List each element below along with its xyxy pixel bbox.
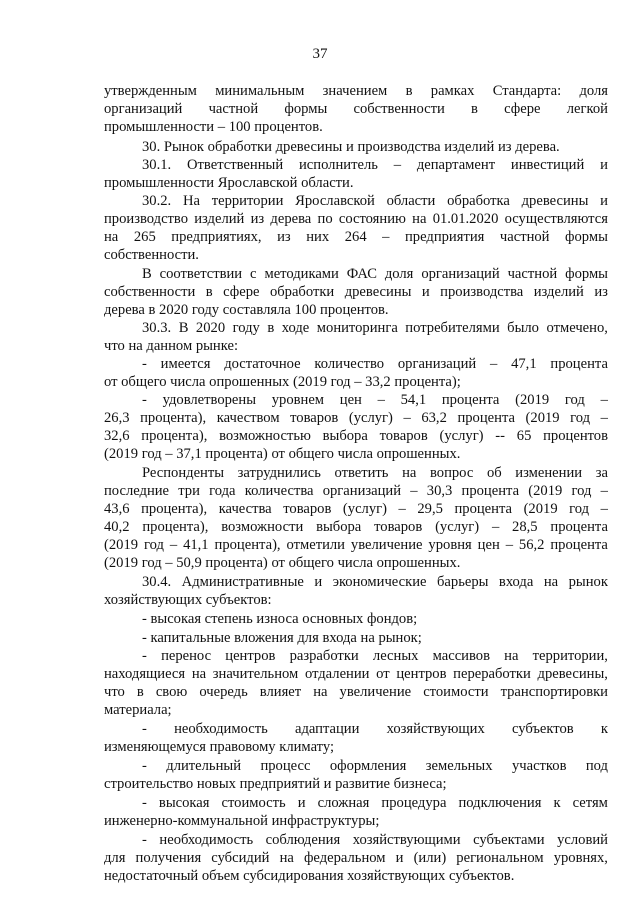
- text-line: (2019 год – 50,9 процента) от общего числа опрошенных.: [104, 555, 461, 571]
- text-line: на 265 предприятиях, из них 264 – предприятия частной формы: [104, 229, 608, 245]
- text-line: материала;: [104, 702, 172, 718]
- text-line: - высокая степень износа основных фондов;: [142, 611, 418, 627]
- page-number: 37: [312, 46, 328, 62]
- text-line: 40,2 процента), возможности выбора товаров (услуг) – 28,5 процента: [104, 519, 608, 535]
- text-line: недостаточный объем субсидирования хозяйствующих субъектов.: [104, 868, 515, 884]
- text-line: находящиеся на значительном отдалении от центров переработки древесины,: [104, 666, 608, 682]
- text-line: - необходимость адаптации хозяйствующих субъектов к: [142, 721, 608, 737]
- text-line: - удовлетворены уровнем цен – 54,1 процента (2019 год –: [142, 392, 608, 408]
- text-line: строительство новых предприятий и развитие бизнеса;: [104, 776, 447, 792]
- text-line: утвержденным минимальным значением в рамках Стандарта: доля: [104, 83, 608, 99]
- text-line: - необходимость соблюдения хозяйствующими субъектами условий: [142, 832, 608, 848]
- text-line: - имеется достаточное количество организаций – 47,1 процента: [142, 356, 608, 372]
- text-line: - перенос центров разработки лесных массивов на территории,: [142, 648, 608, 664]
- text-line: для получения субсидий на федеральном и (или) региональном уровнях,: [104, 850, 608, 866]
- text-line: производство изделий из дерева по состоянию на 01.01.2020 осуществляются: [104, 211, 608, 227]
- text-line: - длительный процесс оформления земельных участков под: [142, 758, 608, 774]
- text-line: Респонденты затруднились ответить на вопрос об изменении за: [142, 465, 608, 481]
- text-line: (2019 год – 37,1 процента) от общего числа опрошенных.: [104, 446, 461, 462]
- text-line: дерева в 2020 году составляла 100 процентов.: [104, 302, 389, 318]
- text-line: инженерно-коммунальной инфраструктуры;: [104, 813, 380, 829]
- text-line: что на данном рынке:: [104, 338, 239, 354]
- text-line: - капитальные вложения для входа на рынок;: [142, 630, 422, 646]
- text-line: что в свою очередь влияет на увеличение стоимости транспортировки: [104, 684, 608, 700]
- text-line: собственности.: [104, 247, 199, 263]
- text-line: - высокая стоимость и сложная процедура подключения к сетям: [142, 795, 608, 811]
- text-line: (2019 год – 41,1 процента), отметили увеличение уровня цен – 56,2 процента: [104, 537, 608, 553]
- text-line: промышленности – 100 процентов.: [104, 119, 323, 135]
- text-line: 32,6 процента), возможностью выбора товаров (услуг) -- 65 процентов: [104, 428, 608, 444]
- text-line: изменяющемуся правовому климату;: [104, 739, 335, 755]
- text-line: хозяйствующих субъектов:: [104, 592, 272, 608]
- text-line: 43,6 процента), качества товаров (услуг) – 29,5 процента (2019 год –: [104, 501, 608, 517]
- text-line: 30.2. На территории Ярославской области обработка древесины и: [142, 193, 608, 209]
- text-line: промышленности Ярославской области.: [104, 175, 354, 191]
- text-line: В соответствии с методиками ФАС доля организаций частной формы: [142, 266, 608, 282]
- text-line: 30.3. В 2020 году в ходе мониторинга потребителями было отмечено,: [142, 320, 608, 336]
- text-line: 30.4. Административные и экономические барьеры входа на рынок: [142, 574, 608, 590]
- text-line: организаций частной формы собственности в сфере легкой: [104, 101, 608, 117]
- text-line: собственности в сфере обработки древесины и производства изделий из: [104, 284, 608, 300]
- text-line: 26,3 процента), качеством товаров (услуг) – 63,2 процента (2019 год –: [104, 410, 608, 426]
- text-line: последние три года количества организаций – 30,3 процента (2019 год –: [104, 483, 608, 499]
- text-line: от общего числа опрошенных (2019 год – 33,2 процента);: [104, 374, 461, 390]
- text-line: 30.1. Ответственный исполнитель – департамент инвестиций и: [142, 157, 608, 173]
- text-line: 30. Рынок обработки древесины и производства изделий из дерева.: [142, 139, 560, 155]
